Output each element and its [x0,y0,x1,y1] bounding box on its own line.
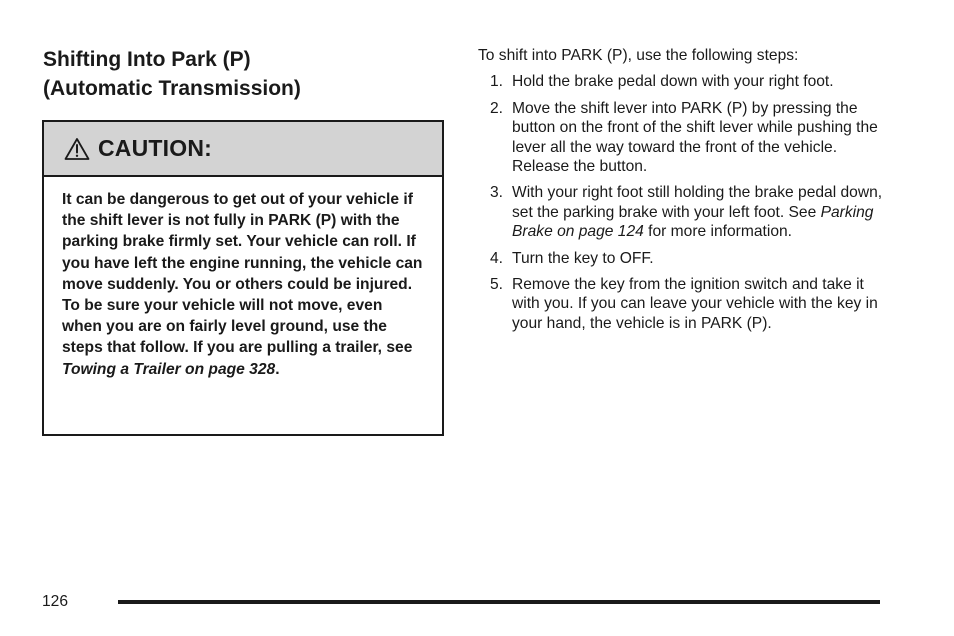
step-text: Remove the key from the ignition switch and take it with you. If you can leave your vehicle with the key in your hand, the vehicle is in PARK (P). [512,276,878,332]
step-number: 3. [490,184,504,202]
list-item [478,275,888,333]
page-number: 126 [42,593,69,610]
list-item [478,72,888,91]
step-text: With your right foot still holding the brake pedal down, set the parking brake with your left foot. See [512,184,883,221]
caution-page-reference[interactable]: Towing a Trailer on page 328 [62,360,276,378]
section-heading-line-1: Shifting Into Park (P) [43,48,251,71]
section-heading [43,45,443,103]
caution-end-punctuation: . [275,360,280,378]
step-number: 2. [490,99,504,117]
caution-title: CAUTION: [98,135,213,161]
instructions-intro: To shift into PARK (P), use the following steps: [478,47,799,64]
list-item [478,183,888,241]
section-heading-line-2: (Automatic Transmission) [43,77,301,100]
step-page-reference[interactable]: Parking Brake on page 124 [512,203,874,241]
caution-body-text: It can be dangerous to get out of your vehicle if the shift lever is not fully in PARK (P) with the parking brake firmly set. Your vehicle can roll. If you have left the engine running, the vehicle can move suddenly. You or others could be injured. To be sure your vehicle will not move, even when you are on fairly level ground, use the steps that follow. If you are pulling a trailer, see [62,191,423,357]
caution-box [42,120,444,436]
step-number: 4. [490,249,504,267]
step-text: Hold the brake pedal down with your right foot. [512,73,834,91]
caution-text [44,177,442,380]
step-text-after: for more information. [643,223,792,241]
step-text: Turn the key to OFF. [512,249,654,267]
step-number: 5. [490,276,504,294]
list-item [478,249,888,268]
warning-triangle-icon [64,137,90,161]
footer-divider [118,600,880,604]
step-number: 1. [490,73,504,91]
list-item [478,99,888,177]
caution-header [44,122,442,177]
steps-list [478,72,888,333]
step-text-with-reference [512,183,888,241]
instructions-column [478,46,888,340]
step-text: Move the shift lever into PARK (P) by pressing the button on the front of the shift lever while pushing the lever all the way toward the front of the vehicle. Release the button. [512,99,878,176]
